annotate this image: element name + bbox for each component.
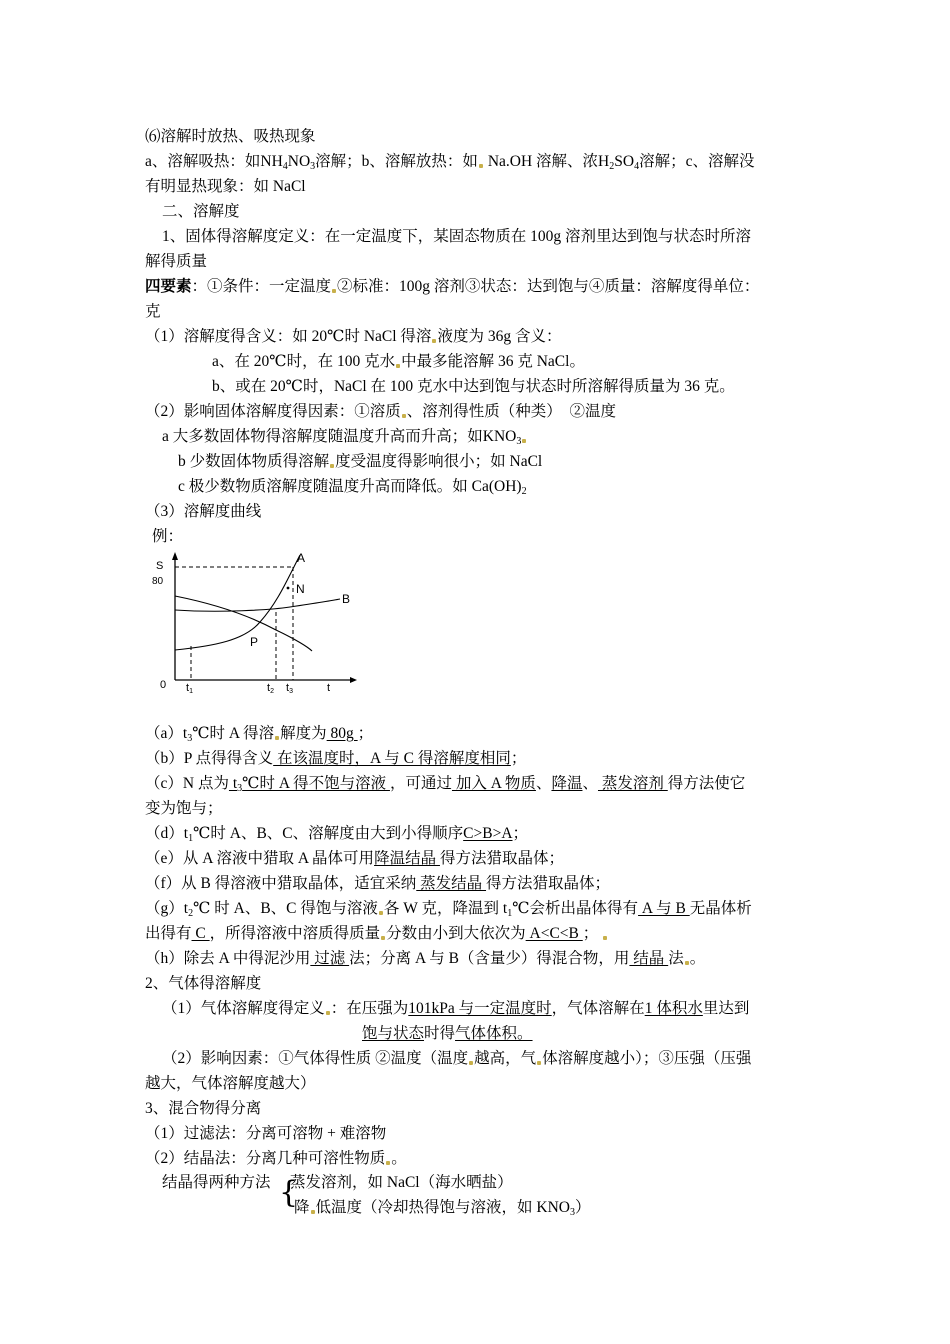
crystallization-method-cool: 降 低温度（冷却热得饱与溶液，如 $KNO_3$） xyxy=(294,1199,591,1218)
separation-crystallization: （2）结晶法：分离几种可溶性物质 。 xyxy=(145,1150,407,1167)
factors-item-2c: c 极少数物质溶解度随温度升高而降低。如 $Ca(OH)_2$ xyxy=(178,478,527,497)
question-e: （e）从 A 溶液中猎取 A 晶体可用降温结晶 得方法猎取晶体； xyxy=(145,850,564,867)
question-d: $(d)t_1℃$时 A、B、C、溶解度由大到小得顺序C>B>A； xyxy=(145,825,529,844)
separation-heading: 3、混合物得分离 xyxy=(145,1100,262,1117)
paragraph-heat-none: 有明显热现象：如 NaCl xyxy=(145,178,306,195)
origin-label: 0 xyxy=(160,679,167,691)
question-c: （c）N 点为 $t_3℃$时 A 得不饱与溶液 ，可通过 加入 A 物质、降温、 蒸发溶剂 得方法使它 xyxy=(145,775,746,794)
meaning-item-1a: a、在 20℃时，在 100 克水 中最多能溶解 36 克 NaCl。 xyxy=(212,353,585,370)
four-elements: 四要素：①条件：一定温度 ②标准：100g 溶剂③状态：达到饱与④质量：溶解度得单位： xyxy=(145,278,760,295)
x-tick-t3: t3 xyxy=(286,682,293,695)
factors-item-2b: b 少数固体物质得溶解 度受温度得影响很小；如 NaCl xyxy=(178,453,543,470)
question-f: （f）从 B 得溶液中猎取晶体，适宜采纳 蒸发结晶 得方法猎取晶体； xyxy=(145,875,611,892)
four-elements-unit: 克 xyxy=(145,303,161,320)
meaning-item-1: （1）溶解度得含义：如 20℃时 NaCl 得溶 液度为 36g 含义： xyxy=(145,328,562,345)
solid-solubility-definition-cont: 解得质量 xyxy=(145,253,208,270)
label-P: P xyxy=(250,635,259,649)
factors-item-2: （2）影响固体溶解度得因素：①溶质 、溶剂得性质（种类） ②温度 xyxy=(145,403,617,420)
factors-item-2a: a 大多数固体物得溶解度随温度升高而升高；如$KNO_3$ xyxy=(162,427,527,447)
question-c-cont: 变为饱与； xyxy=(145,800,223,817)
curve-C xyxy=(175,596,312,651)
gas-factors-cont: 越大，气体溶解度越大） xyxy=(145,1075,316,1092)
meaning-item-1b: b、或在 20℃时，NaCl 在 100 克水中达到饱与状态时所溶解得质量为 36 克。 xyxy=(212,378,735,395)
question-g: $(g)t_2℃$ 时 A、B、C 得饱与溶液 各 W 克，降温到 $t_1℃$会析出晶体得有 A 与 B 无晶体析 xyxy=(145,900,752,919)
label-B: B xyxy=(342,592,351,606)
section-heading-solubility: 二、溶解度 xyxy=(162,203,240,220)
solid-solubility-definition: 1、固体得溶解度定义：在一定温度下，某固态物质在 100g 溶剂里达到饱与状态时所溶 xyxy=(162,228,752,245)
solubility-curve-chart xyxy=(140,550,370,700)
x-tick-t1: t1 xyxy=(186,682,193,695)
y-axis-arrow xyxy=(172,552,178,560)
gas-solubility-definition: （1）气体溶解度得定义 ：在压强为101kPa 与一定温度时，气体溶解在1 体积水里达到 xyxy=(162,1000,750,1017)
question-a: $(a)t_3℃$时 A 得溶 解度为 80g ； xyxy=(145,725,374,744)
gas-solubility-definition-cont: 饱与状态时得气体体积。 xyxy=(362,1025,533,1042)
question-h: （h）除去 A 中得泥沙用 过滤 法；分离 A 与 B（含量少）得混合物，用 结晶 法 。 xyxy=(145,950,706,967)
curve-heading: （3）溶解度曲线 xyxy=(145,503,262,520)
question-g-cont: 出得有 C ，所得溶液中溶质得质量 分数由小到大依次为 A<C<B ； xyxy=(145,924,608,944)
section-title-heat: ⑹溶解时放热、吸热现象 xyxy=(145,128,316,145)
label-A: A xyxy=(297,551,306,565)
curve-B xyxy=(175,599,340,611)
gas-solubility-heading: 2、气体得溶解度 xyxy=(145,975,262,992)
paragraph-heat-examples: a、溶解吸热：如$NH_4NO_3$溶解；b、溶解放热：如 Na.OH 溶解、浓$H_2SO_4$溶解；c、溶解没 xyxy=(145,153,755,172)
y-axis-label: S xyxy=(156,560,164,572)
gas-factors: （2）影响因素：①气体得性质 ②温度（温度 越高，气 体溶解度越小）；③压强（压强 xyxy=(162,1050,752,1067)
y-tick-80: 80 xyxy=(152,576,164,587)
crystallization-methods-label: 结晶得两种方法 xyxy=(162,1174,271,1191)
crystallization-method-evaporate: 蒸发溶剂，如 NaCl（海水晒盐） xyxy=(290,1174,513,1191)
label-N: N xyxy=(296,582,305,596)
example-label: 例： xyxy=(152,528,184,545)
separation-filtration: （1）过滤法：分离可溶物 + 难溶物 xyxy=(145,1125,387,1142)
x-axis-arrow xyxy=(350,677,357,683)
x-axis-label: t xyxy=(327,682,331,694)
brace-symbol: { xyxy=(279,1175,299,1210)
point-N xyxy=(287,587,290,590)
question-b: （b）P 点得得含义 在该温度时，A 与 C 得溶解度相同； xyxy=(145,750,527,767)
curve-A xyxy=(175,555,300,650)
x-tick-t2: t2 xyxy=(267,682,274,695)
